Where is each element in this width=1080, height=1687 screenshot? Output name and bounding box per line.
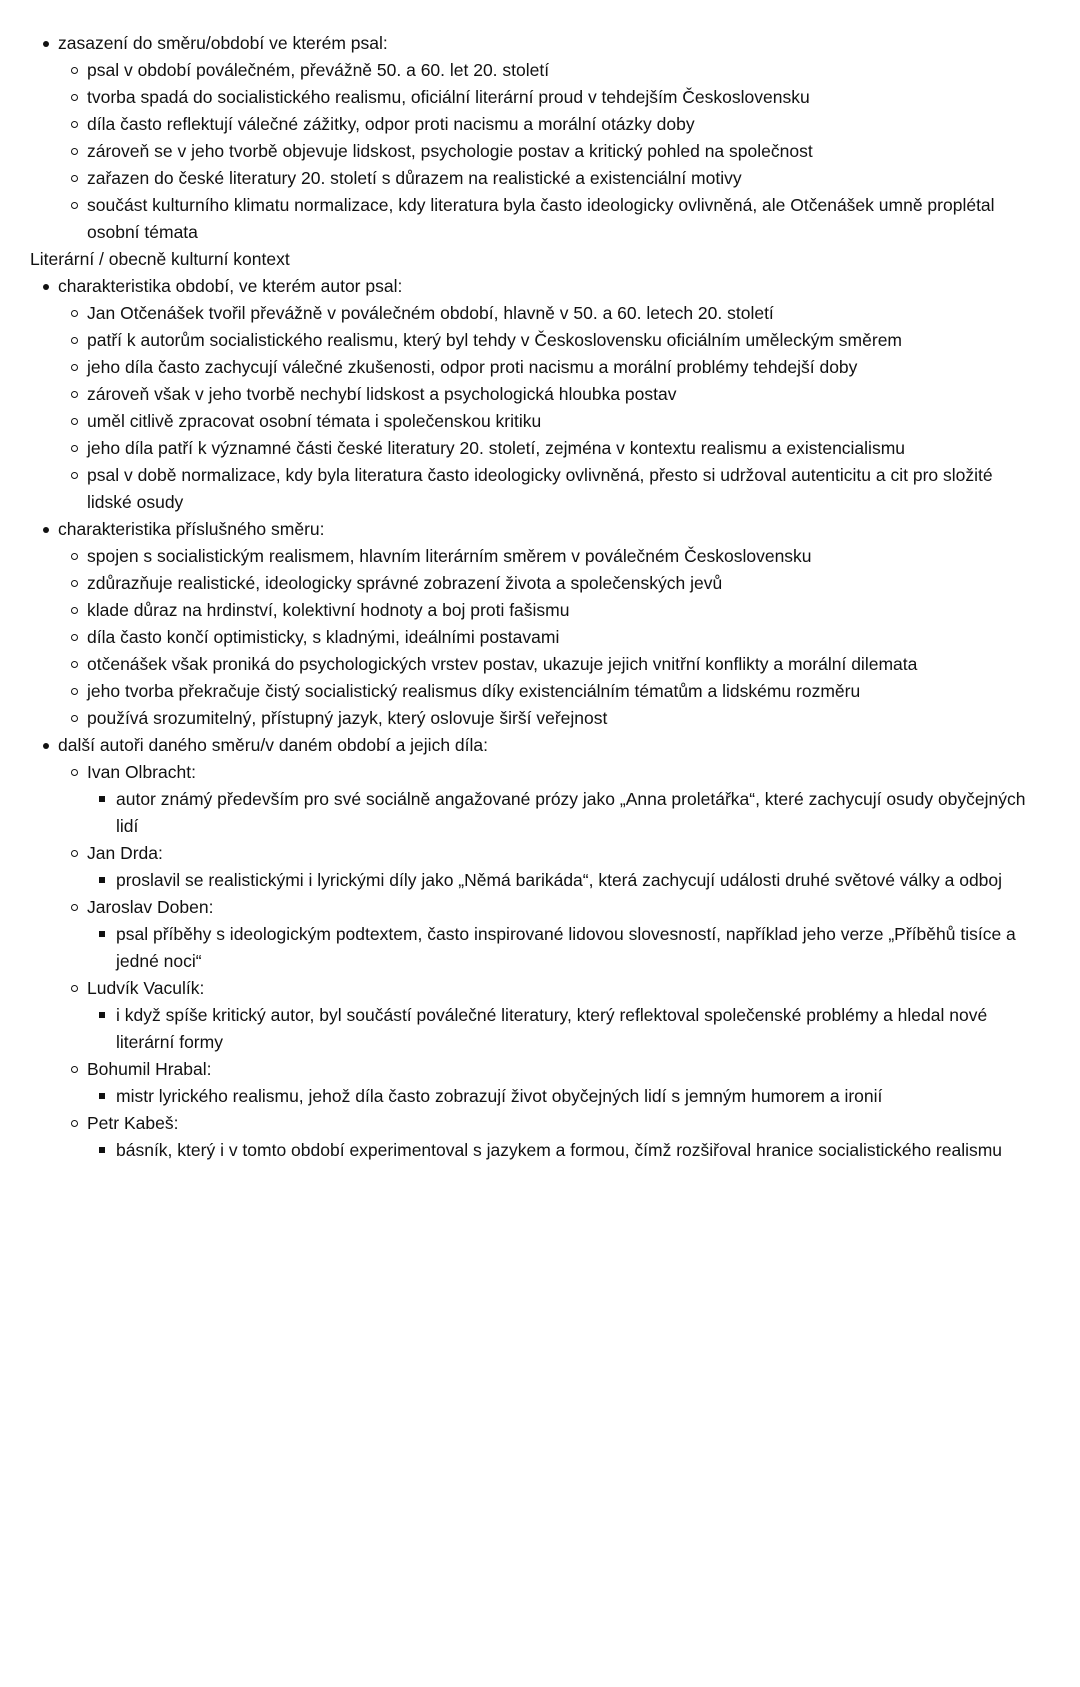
circle-bullet-icon [71, 472, 78, 479]
list-item [0, 327, 1080, 354]
context-list-placement [0, 30, 1080, 57]
list-item-text: psal v době normalizace, kdy byla literatura často ideologicky ovlivněná, přesto si udržoval autenticitu a cit pro složité lidské osudy [87, 465, 993, 512]
list-item [0, 570, 1080, 597]
author-name-item [0, 840, 1080, 867]
circle-bullet-icon [71, 607, 78, 614]
square-bullet-icon [99, 1093, 105, 1099]
circle-bullet-icon [71, 121, 78, 128]
list-item [0, 543, 1080, 570]
circle-bullet-icon [71, 688, 78, 695]
list-item [0, 705, 1080, 732]
list-item [0, 354, 1080, 381]
circle-bullet-icon [71, 634, 78, 641]
list-item [0, 678, 1080, 705]
disc-bullet-icon [43, 527, 49, 533]
circle-bullet-icon [71, 985, 78, 992]
list-item-text: uměl citlivě zpracovat osobní témata i společenskou kritiku [87, 411, 542, 431]
author-desc-item [0, 1002, 1080, 1056]
circle-bullet-icon [71, 148, 78, 155]
list-item-label: zasazení do směru/období ve kterém psal: [58, 33, 388, 53]
circle-bullet-icon [71, 94, 78, 101]
square-bullet-icon [99, 1012, 105, 1018]
list-item-text: zároveň se v jeho tvorbě objevuje lidskost, psychologie postav a kritický pohled na společnost [87, 141, 813, 161]
author-list [0, 1056, 1080, 1083]
author-desc-list [0, 1083, 1080, 1110]
author-desc-list [0, 786, 1080, 840]
author-desc-list [0, 1002, 1080, 1056]
author-name: Jan Drda: [87, 843, 163, 863]
list-item [0, 84, 1080, 111]
author-desc: i když spíše kritický autor, byl součástí poválečné literatury, který reflektoval společenské problémy a hledal nové literární formy [116, 1005, 988, 1052]
list-item-text: díla často končí optimisticky, s kladnými, ideálními postavami [87, 627, 560, 647]
sublist [0, 300, 1080, 516]
author-name: Bohumil Hrabal: [87, 1059, 212, 1079]
author-name: Petr Kabeš: [87, 1113, 179, 1133]
list-item-text: psal v období poválečném, převážně 50. a 60. let 20. století [87, 60, 550, 80]
author-desc-list [0, 867, 1080, 894]
list-item [0, 138, 1080, 165]
author-desc-item [0, 786, 1080, 840]
list-item-text: součást kulturního klimatu normalizace, kdy literatura byla často ideologicky ovlivněná, ale Otčenášek umně proplétal osobní témata [87, 195, 995, 242]
author-list [0, 975, 1080, 1002]
author-name: Jaroslav Doben: [87, 897, 214, 917]
list-item [0, 624, 1080, 651]
author-desc: mistr lyrického realismu, jehož díla často zobrazují život obyčejných lidí s jemným humorem a ironií [116, 1086, 883, 1106]
list-item [0, 408, 1080, 435]
author-name-item [0, 1056, 1080, 1083]
circle-bullet-icon [71, 553, 78, 560]
author-desc: autor známý především pro své sociálně angažované prózy jako „Anna proletářka“, které zachycují osudy obyčejných lidí [116, 789, 1026, 836]
circle-bullet-icon [71, 337, 78, 344]
list-item [0, 732, 1080, 759]
section-heading: Literární / obecně kulturní kontext [30, 249, 290, 269]
list-item-text: používá srozumitelný, přístupný jazyk, který oslovuje širší veřejnost [87, 708, 608, 728]
author-name: Ivan Olbracht: [87, 762, 196, 782]
list-item [0, 192, 1080, 246]
list-item-text: patří k autorům socialistického realismu, který byl tehdy v Československu oficiálním uměleckým směrem [87, 330, 903, 350]
list-item [0, 165, 1080, 192]
disc-bullet-icon [43, 743, 49, 749]
circle-bullet-icon [71, 1120, 78, 1127]
disc-bullet-icon [43, 284, 49, 290]
circle-bullet-icon [71, 391, 78, 398]
author-list [0, 840, 1080, 867]
author-list [0, 894, 1080, 921]
sublist [0, 57, 1080, 246]
circle-bullet-icon [71, 850, 78, 857]
list-item-text: spojen s socialistickým realismem, hlavním literárním směrem v poválečném Československu [87, 546, 812, 566]
author-name-item [0, 894, 1080, 921]
context-list-authors [0, 732, 1080, 759]
circle-bullet-icon [71, 364, 78, 371]
list-item-label: charakteristika příslušného směru: [58, 519, 325, 539]
list-item [0, 30, 1080, 57]
author-list [0, 759, 1080, 786]
author-desc-list [0, 1137, 1080, 1164]
author-name-item [0, 975, 1080, 1002]
author-desc: básník, který i v tomto období experimentoval s jazykem a formou, čímž rozšiřoval hranice socialistického realismu [116, 1140, 1003, 1160]
circle-bullet-icon [71, 310, 78, 317]
list-item [0, 435, 1080, 462]
author-name: Ludvík Vaculík: [87, 978, 205, 998]
context-list-period [0, 273, 1080, 300]
list-item-text: zároveň však v jeho tvorbě nechybí lidskost a psychologická hloubka postav [87, 384, 677, 404]
author-desc-item [0, 867, 1080, 894]
circle-bullet-icon [71, 661, 78, 668]
list-item [0, 651, 1080, 678]
list-item-text: jeho tvorba překračuje čistý socialistický realismus díky existenciálním tématům a lidskému rozměru [87, 681, 861, 701]
circle-bullet-icon [71, 175, 78, 182]
list-item [0, 300, 1080, 327]
list-item-text: jeho díla často zachycují válečné zkušenosti, odpor proti nacismu a morální problémy tehdejší doby [87, 357, 858, 377]
author-name-item [0, 759, 1080, 786]
author-desc: psal příběhy s ideologickým podtextem, často inspirované lidovou slovesností, například jeho verze „Příběhů tisíce a jedné noci“ [116, 924, 1016, 971]
square-bullet-icon [99, 1147, 105, 1153]
author-desc-list [0, 921, 1080, 975]
context-list-movement [0, 516, 1080, 543]
circle-bullet-icon [71, 202, 78, 209]
list-item [0, 111, 1080, 138]
author-desc-item [0, 921, 1080, 975]
square-bullet-icon [99, 877, 105, 883]
list-item-label: další autoři daného směru/v daném období a jejich díla: [58, 735, 488, 755]
list-item-text: zdůrazňuje realistické, ideologicky správné zobrazení života a společenských jevů [87, 573, 723, 593]
square-bullet-icon [99, 931, 105, 937]
author-name-item [0, 1110, 1080, 1137]
circle-bullet-icon [71, 1066, 78, 1073]
list-item-text: otčenášek však proniká do psychologických vrstev postav, ukazuje jejich vnitřní konflikty a morální dilemata [87, 654, 918, 674]
list-item [0, 273, 1080, 300]
circle-bullet-icon [71, 769, 78, 776]
circle-bullet-icon [71, 715, 78, 722]
circle-bullet-icon [71, 67, 78, 74]
circle-bullet-icon [71, 418, 78, 425]
list-item-label: charakteristika období, ve kterém autor psal: [58, 276, 403, 296]
circle-bullet-icon [71, 580, 78, 587]
list-item-text: tvorba spadá do socialistického realismu, oficiální literární proud v tehdejším Československu [87, 87, 810, 107]
disc-bullet-icon [43, 41, 49, 47]
list-item-text: klade důraz na hrdinství, kolektivní hodnoty a boj proti fašismu [87, 600, 570, 620]
list-item [0, 381, 1080, 408]
list-item-text: Jan Otčenášek tvořil převážně v poválečném období, hlavně v 50. a 60. letech 20. století [87, 303, 774, 323]
circle-bullet-icon [71, 904, 78, 911]
list-item [0, 597, 1080, 624]
list-item [0, 462, 1080, 516]
circle-bullet-icon [71, 445, 78, 452]
square-bullet-icon [99, 796, 105, 802]
list-item-text: díla často reflektují válečné zážitky, odpor proti nacismu a morální otázky doby [87, 114, 695, 134]
list-item-text: zařazen do české literatury 20. století s důrazem na realistické a existenciální motivy [87, 168, 742, 188]
author-desc-item [0, 1137, 1080, 1164]
author-desc: proslavil se realistickými i lyrickými díly jako „Němá barikáda“, která zachycují události druhé světové války a odboj [116, 870, 1003, 890]
author-desc-item [0, 1083, 1080, 1110]
list-item [0, 516, 1080, 543]
list-item-text: jeho díla patří k významné části české literatury 20. století, zejména v kontextu realismu a existencialismu [87, 438, 906, 458]
author-list [0, 1110, 1080, 1137]
list-item [0, 57, 1080, 84]
sublist [0, 543, 1080, 732]
